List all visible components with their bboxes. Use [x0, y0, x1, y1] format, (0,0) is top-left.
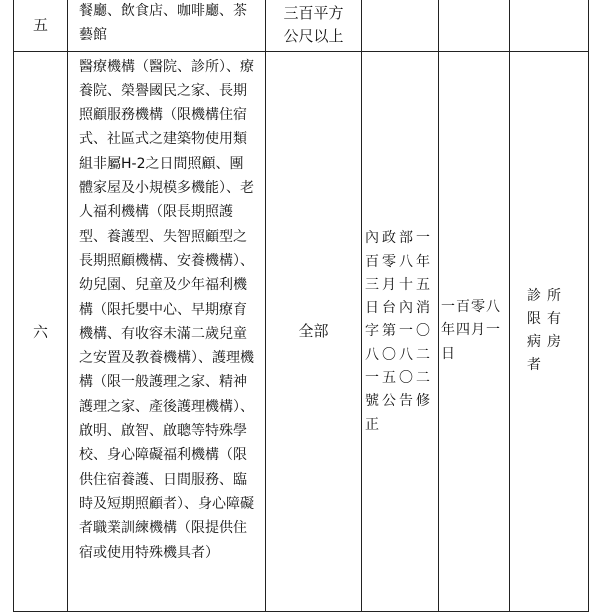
use-text: 餐廳、飲食店、咖啡廳、茶藝館 — [79, 3, 247, 44]
effective-date-cell — [439, 51, 510, 611]
note-cell — [510, 0, 589, 51]
use-cell — [68, 51, 266, 611]
row-number-cell — [14, 51, 68, 611]
area-text: 三百平方公尺以上 — [283, 3, 344, 45]
regulation-table — [13, 0, 589, 612]
note-cell — [510, 51, 589, 611]
note-text: 診所限有病房者 — [527, 287, 567, 374]
row-number: 六 — [32, 322, 48, 341]
area-cell — [266, 51, 362, 611]
table-row — [14, 0, 589, 51]
area-text: 全部 — [298, 321, 329, 340]
regulation-text: 內政部一百零八年三月十五日台內消字第一〇八〇八二一五〇二號公告修正 — [365, 230, 433, 433]
effective-date-cell — [439, 0, 510, 51]
regulation-cell — [362, 51, 439, 611]
use-cell — [68, 0, 266, 51]
effective-date-text: 一百零八年四月一日 — [441, 299, 501, 362]
area-cell — [266, 0, 362, 51]
row-number-cell — [14, 0, 68, 51]
row-number: 五 — [32, 16, 48, 35]
table-row — [14, 51, 589, 611]
regulation-cell — [362, 0, 439, 51]
use-text: 醫療機構（醫院、診所）、療養院、榮譽國民之家、長期照顧服務機構（限機構住宿式、社區式之建築物使用類組非屬H-2之日間照顧、團體家屋及小規模多機能）、老人福利機構（限長期照護型、養護型、失智照顧型之長期照顧機構、安養機構）、幼兒園、兒童及少年福利機構（限托嬰中心、早期療育機構、有收容未滿二歲兒童之安置及教養機構）、護理機構（限一般護理之家、精神護理之家、產後護理機構）、啟明、啟智、啟聰等特殊學校、身心障礙福利機構（限供住宿養護、日間服務、臨時及短期照顧者）、身心障礙者職業訓練機構（限提供住宿或使用特殊機具者） — [79, 58, 254, 561]
